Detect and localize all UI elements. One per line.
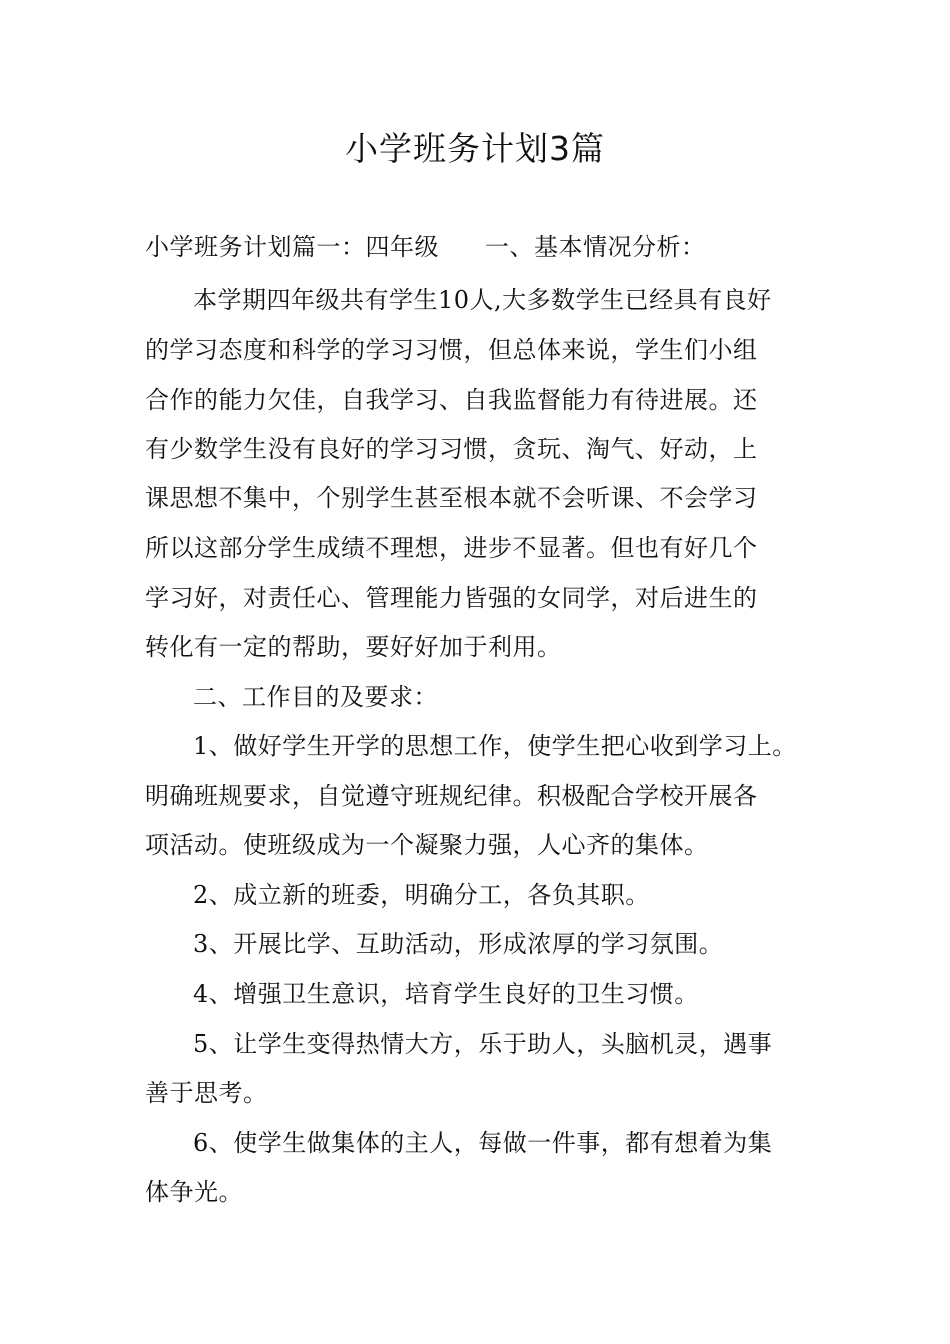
paragraph-line: 明确班规要求，自觉遵守班规纪律。积极配合学校开展各 <box>145 782 758 810</box>
section-heading-left: 小学班务计划篇一：四年级 <box>145 233 439 261</box>
paragraph-line: 转化有一定的帮助，要好好加于利用。 <box>145 633 562 661</box>
paragraph-line: 所以这部分学生成绩不理想，进步不显著。但也有好几个 <box>145 534 758 562</box>
list-item: 1、做好学生开学的思想工作，使学生把心收到学习上。 <box>193 732 797 760</box>
list-item: 2、成立新的班委，明确分工，各负其职。 <box>193 881 650 909</box>
paragraph-line: 体争光。 <box>145 1178 243 1206</box>
list-item: 4、增强卫生意识，培育学生良好的卫生习惯。 <box>193 980 699 1008</box>
paragraph-line: 课思想不集中，个别学生甚至根本就不会听课、不会学习 <box>145 484 758 512</box>
section-heading: 二、工作目的及要求： <box>193 683 438 711</box>
section-heading-line <box>145 230 706 264</box>
paragraph-line: 本学期四年级共有学生10人,大多数学生已经具有良好 <box>193 286 772 314</box>
paragraph-line: 学习好，对责任心、管理能力皆强的女同学，对后进生的 <box>145 584 758 612</box>
paragraph-line: 的学习态度和科学的学习习惯，但总体来说，学生们小组 <box>145 336 758 364</box>
paragraph-line: 善于思考。 <box>145 1079 268 1107</box>
document-title: 小学班务计划3篇 <box>345 129 605 168</box>
section-heading-right: 一、基本情况分析： <box>485 233 706 261</box>
paragraph-line: 有少数学生没有良好的学习习惯，贪玩、淘气、好动，上 <box>145 435 758 463</box>
list-item: 6、使学生做集体的主人，每做一件事，都有想着为集 <box>193 1129 773 1157</box>
list-item: 3、开展比学、互助活动，形成浓厚的学习氛围。 <box>193 930 724 958</box>
paragraph-line: 项活动。使班级成为一个凝聚力强，人心齐的集体。 <box>145 831 709 859</box>
paragraph-line: 合作的能力欠佳，自我学习、自我监督能力有待进展。还 <box>145 386 758 414</box>
list-item: 5、让学生变得热情大方，乐于助人，头脑机灵，遇事 <box>193 1030 773 1058</box>
